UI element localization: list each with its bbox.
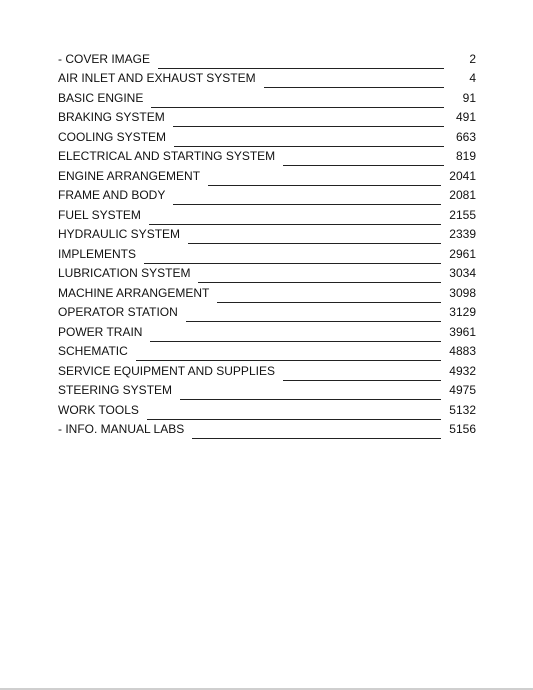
toc-entry-title: FUEL SYSTEM [58, 207, 141, 222]
toc-entry-page: 4932 [449, 363, 476, 378]
toc-leader-line [186, 321, 442, 322]
toc-entry-page: 3129 [449, 305, 476, 319]
toc-entry-title: ELECTRICAL AND STARTING SYSTEM [58, 149, 276, 163]
toc-entry-page: 2339 [449, 227, 476, 241]
toc-entry-page: 3098 [449, 285, 476, 300]
toc-leader-line [180, 399, 441, 400]
toc-leader-line [264, 87, 444, 88]
toc-leader-line [151, 107, 444, 108]
toc-entry-page: 91 [462, 90, 476, 105]
toc-entry-title: MACHINE ARRANGEMENT [58, 285, 210, 300]
toc-leader-line [147, 419, 441, 420]
toc-entry-title: BRAKING SYSTEM [58, 110, 165, 124]
toc-entry-page: 2155 [449, 207, 476, 222]
toc-entry-title: POWER TRAIN [58, 324, 143, 339]
toc-entry-title: OPERATOR STATION [58, 305, 178, 319]
toc-leader-line [217, 302, 441, 303]
toc-entry-page: 4 [469, 71, 476, 85]
toc-leader-line [283, 165, 444, 166]
toc-entry-page: 819 [455, 149, 476, 163]
toc-entry-title: WORK TOOLS [58, 402, 139, 417]
toc-entry-title: IMPLEMENTS [58, 246, 137, 261]
toc-leader-line [208, 185, 441, 186]
toc-entry-title: FRAME AND BODY [58, 188, 166, 202]
toc-entry-page: 4975 [449, 383, 476, 397]
toc-entry-page: 3961 [449, 324, 476, 339]
toc-entry-page: 2081 [449, 188, 476, 202]
toc-leader-line [173, 204, 441, 205]
toc-entry-title: HYDRAULIC SYSTEM [58, 227, 181, 241]
toc-entry-page: 5156 [449, 422, 476, 436]
toc-leader-line [192, 438, 441, 439]
toc-entry-page: 2041 [449, 168, 476, 183]
toc-entry-title: SERVICE EQUIPMENT AND SUPPLIES [58, 363, 275, 378]
toc-entry-page: 2 [469, 51, 476, 66]
toc-entry-page: 3034 [449, 266, 476, 280]
toc-entry-title: LUBRICATION SYSTEM [58, 266, 191, 280]
toc-leader-line [174, 146, 444, 147]
toc-entry-title: STEERING SYSTEM [58, 383, 173, 397]
toc-entry-title: - INFO. MANUAL LABS [58, 422, 185, 436]
toc-leader-line [136, 360, 442, 361]
toc-leader-line [150, 341, 441, 342]
toc-leader-line [173, 126, 444, 127]
toc-leader-line [144, 263, 441, 264]
toc-entry-page: 5132 [449, 402, 476, 417]
toc-leader-line [149, 224, 441, 225]
toc-entry-title: AIR INLET AND EXHAUST SYSTEM [58, 71, 256, 85]
toc-entry-title: SCHEMATIC [58, 344, 128, 358]
toc-leader-line [283, 380, 441, 381]
toc-leader-line [198, 282, 441, 283]
toc-entry-title: BASIC ENGINE [58, 90, 144, 105]
toc-entry-title: COOLING SYSTEM [58, 129, 167, 144]
toc-entry-cover-image[interactable] [58, 46, 476, 66]
toc-leader-line [188, 243, 441, 244]
toc-entry-page: 4883 [449, 344, 476, 358]
toc-entry-title: ENGINE ARRANGEMENT [58, 168, 201, 183]
table-of-contents [58, 46, 476, 436]
toc-entry-page: 663 [455, 129, 476, 144]
toc-entry-page: 2961 [449, 246, 476, 261]
toc-leader-line [158, 68, 444, 69]
toc-entry-page: 491 [455, 110, 476, 124]
toc-entry-title: - COVER IMAGE [58, 51, 151, 66]
